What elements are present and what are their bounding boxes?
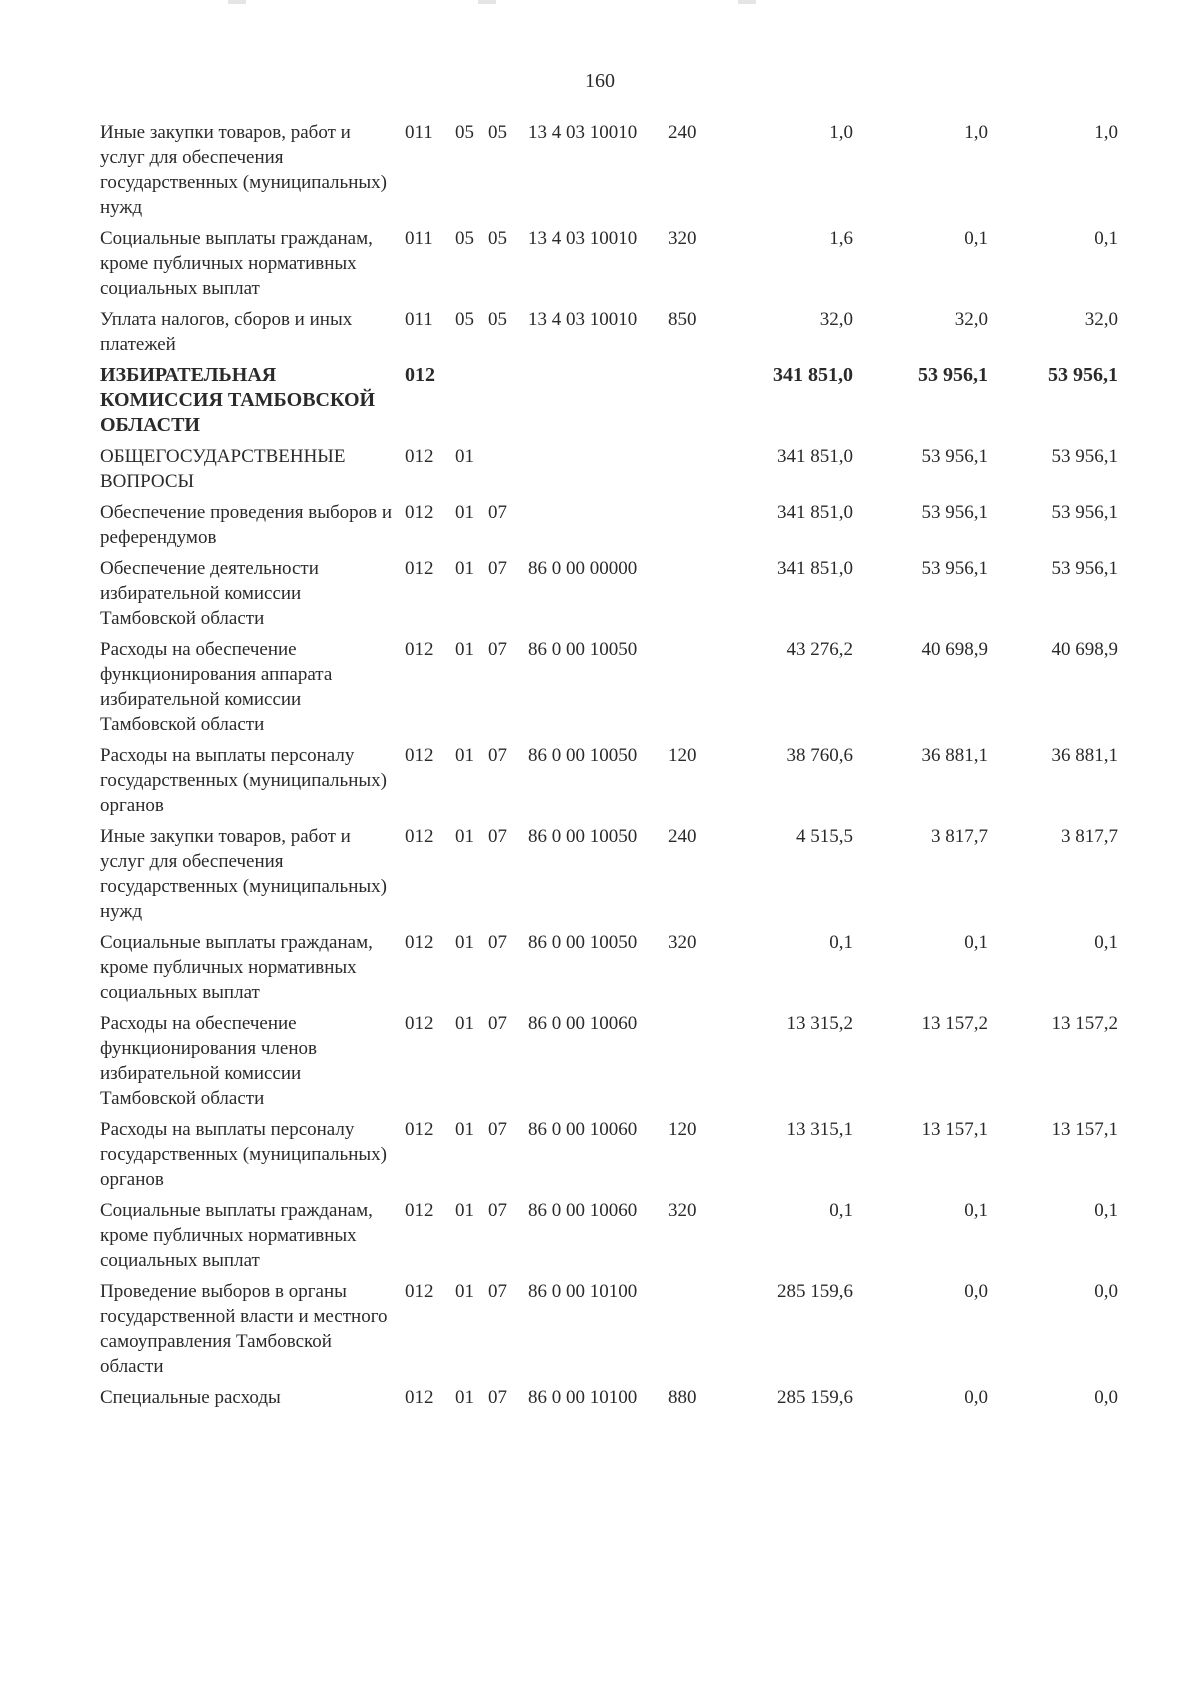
- scan-mark: [738, 0, 756, 4]
- amount-year-3: 32,0: [1084, 309, 1118, 330]
- row-name: Проведение выборов в органы государственной власти и местного самоуправления Тамбовской области: [100, 1281, 388, 1377]
- razdel-code: 05: [455, 228, 474, 249]
- table-row: [100, 120, 1180, 220]
- razdel-code: 01: [455, 639, 474, 660]
- row-name: Уплата налогов, сборов и иных платежей: [100, 309, 353, 355]
- amount-year-1: 341 851,0: [777, 446, 853, 467]
- razdel-code: 01: [455, 1387, 474, 1408]
- podrazdel-code: 07: [488, 1013, 507, 1034]
- amount-year-3: 13 157,2: [1051, 1013, 1118, 1034]
- target-article-code: 86 0 00 10050: [528, 745, 638, 766]
- vedomstvo-code: 011: [405, 228, 433, 249]
- amount-year-2: 53 956,1: [921, 558, 988, 579]
- row-name: Расходы на обеспечение функционирования аппарата избирательной комиссии Тамбовской области: [100, 639, 333, 735]
- amount-year-1: 285 159,6: [777, 1387, 853, 1408]
- amount-year-1: 32,0: [819, 309, 853, 330]
- amount-year-2: 40 698,9: [921, 639, 988, 660]
- target-article-code: 86 0 00 10060: [528, 1013, 638, 1034]
- table-row: [100, 556, 1180, 631]
- podrazdel-code: 07: [488, 502, 507, 523]
- amount-year-1: 13 315,1: [786, 1119, 853, 1140]
- amount-year-2: 53 956,1: [918, 364, 988, 386]
- target-article-code: 86 0 00 10060: [528, 1200, 638, 1221]
- vedomstvo-code: 012: [405, 932, 434, 953]
- expense-type-code: 850: [668, 309, 697, 330]
- amount-year-3: 1,0: [1094, 122, 1118, 143]
- podrazdel-code: 07: [488, 1119, 507, 1140]
- amount-year-2: 53 956,1: [921, 502, 988, 523]
- row-name: Обеспечение деятельности избирательной комиссии Тамбовской области: [100, 558, 319, 629]
- podrazdel-code: 05: [488, 309, 507, 330]
- target-article-code: 86 0 00 00000: [528, 558, 638, 579]
- vedomstvo-code: 012: [405, 1387, 434, 1408]
- amount-year-1: 341 851,0: [777, 502, 853, 523]
- podrazdel-code: 07: [488, 639, 507, 660]
- razdel-code: 01: [455, 558, 474, 579]
- podrazdel-code: 07: [488, 1281, 507, 1302]
- row-name: Социальные выплаты гражданам, кроме публичных нормативных социальных выплат: [100, 228, 373, 299]
- target-article-code: 13 4 03 10010: [528, 122, 638, 143]
- row-name: Социальные выплаты гражданам, кроме публичных нормативных социальных выплат: [100, 932, 373, 1003]
- table-row: [100, 444, 1180, 494]
- target-article-code: 13 4 03 10010: [528, 309, 638, 330]
- table-row: [100, 363, 1180, 438]
- table-row: [100, 1385, 1180, 1410]
- amount-year-2: 13 157,1: [921, 1119, 988, 1140]
- row-name: Иные закупки товаров, работ и услуг для обеспечения государственных (муниципальных) нужд: [100, 826, 387, 922]
- amount-year-3: 0,0: [1094, 1281, 1118, 1302]
- row-name: Обеспечение проведения выборов и референдумов: [100, 502, 393, 548]
- amount-year-1: 13 315,2: [786, 1013, 853, 1034]
- podrazdel-code: 07: [488, 932, 507, 953]
- amount-year-1: 341 851,0: [773, 364, 853, 386]
- podrazdel-code: 07: [488, 745, 507, 766]
- amount-year-2: 32,0: [954, 309, 988, 330]
- razdel-code: 05: [455, 309, 474, 330]
- razdel-code: 05: [455, 122, 474, 143]
- razdel-code: 01: [455, 745, 474, 766]
- expense-type-code: 120: [668, 1119, 697, 1140]
- table-row: [100, 1279, 1180, 1379]
- table-row: [100, 637, 1180, 737]
- row-name: ОБЩЕГОСУДАРСТВЕННЫЕ ВОПРОСЫ: [100, 446, 346, 492]
- table-row: [100, 1117, 1180, 1192]
- amount-year-2: 36 881,1: [921, 745, 988, 766]
- amount-year-3: 0,1: [1094, 228, 1118, 249]
- target-article-code: 86 0 00 10100: [528, 1281, 638, 1302]
- razdel-code: 01: [455, 446, 474, 467]
- row-name: Расходы на выплаты персоналу государственных (муниципальных) органов: [100, 1119, 387, 1190]
- razdel-code: 01: [455, 1200, 474, 1221]
- amount-year-1: 1,0: [829, 122, 853, 143]
- podrazdel-code: 07: [488, 1200, 507, 1221]
- podrazdel-code: 07: [488, 1387, 507, 1408]
- expense-type-code: 120: [668, 745, 697, 766]
- vedomstvo-code: 012: [405, 558, 434, 579]
- budget-table: [100, 120, 1180, 1416]
- table-row: [100, 824, 1180, 924]
- target-article-code: 86 0 00 10050: [528, 639, 638, 660]
- vedomstvo-code: 012: [405, 1200, 434, 1221]
- expense-type-code: 320: [668, 932, 697, 953]
- amount-year-3: 3 817,7: [1061, 826, 1118, 847]
- vedomstvo-code: 012: [405, 639, 434, 660]
- podrazdel-code: 07: [488, 826, 507, 847]
- amount-year-3: 0,1: [1094, 1200, 1118, 1221]
- amount-year-3: 0,0: [1094, 1387, 1118, 1408]
- razdel-code: 01: [455, 826, 474, 847]
- amount-year-2: 13 157,2: [921, 1013, 988, 1034]
- amount-year-2: 0,0: [964, 1281, 988, 1302]
- amount-year-2: 0,1: [964, 228, 988, 249]
- amount-year-2: 0,1: [964, 1200, 988, 1221]
- vedomstvo-code: 011: [405, 309, 433, 330]
- table-row: [100, 930, 1180, 1005]
- amount-year-3: 13 157,1: [1051, 1119, 1118, 1140]
- amount-year-2: 3 817,7: [931, 826, 988, 847]
- amount-year-3: 53 956,1: [1051, 558, 1118, 579]
- table-row: [100, 743, 1180, 818]
- podrazdel-code: 05: [488, 228, 507, 249]
- row-name: Расходы на выплаты персоналу государственных (муниципальных) органов: [100, 745, 387, 816]
- target-article-code: 13 4 03 10010: [528, 228, 638, 249]
- podrazdel-code: 07: [488, 558, 507, 579]
- razdel-code: 01: [455, 502, 474, 523]
- amount-year-1: 341 851,0: [777, 558, 853, 579]
- expense-type-code: 320: [668, 1200, 697, 1221]
- row-name: Социальные выплаты гражданам, кроме публичных нормативных социальных выплат: [100, 1200, 373, 1271]
- vedomstvo-code: 012: [405, 1281, 434, 1302]
- amount-year-2: 0,1: [964, 932, 988, 953]
- scan-mark: [478, 0, 496, 4]
- scan-mark: [228, 0, 246, 4]
- expense-type-code: 240: [668, 122, 697, 143]
- amount-year-1: 1,6: [829, 228, 853, 249]
- amount-year-1: 38 760,6: [786, 745, 853, 766]
- table-row: [100, 307, 1180, 357]
- amount-year-3: 53 956,1: [1051, 502, 1118, 523]
- target-article-code: 86 0 00 10050: [528, 826, 638, 847]
- amount-year-3: 36 881,1: [1051, 745, 1118, 766]
- amount-year-1: 0,1: [829, 932, 853, 953]
- table-row: [100, 500, 1180, 550]
- vedomstvo-code: 012: [405, 826, 434, 847]
- amount-year-1: 285 159,6: [777, 1281, 853, 1302]
- expense-type-code: 320: [668, 228, 697, 249]
- podrazdel-code: 05: [488, 122, 507, 143]
- razdel-code: 01: [455, 1013, 474, 1034]
- amount-year-3: 40 698,9: [1051, 639, 1118, 660]
- vedomstvo-code: 012: [405, 1119, 434, 1140]
- vedomstvo-code: 012: [405, 1013, 434, 1034]
- vedomstvo-code: 012: [405, 745, 434, 766]
- vedomstvo-code: 012: [405, 364, 435, 386]
- table-row: [100, 1011, 1180, 1111]
- row-name: Иные закупки товаров, работ и услуг для обеспечения государственных (муниципальных) нужд: [100, 122, 387, 218]
- amount-year-1: 43 276,2: [786, 639, 853, 660]
- page-number: 160: [585, 70, 615, 92]
- amount-year-3: 0,1: [1094, 932, 1118, 953]
- expense-type-code: 880: [668, 1387, 697, 1408]
- amount-year-3: 53 956,1: [1048, 364, 1118, 386]
- vedomstvo-code: 012: [405, 446, 434, 467]
- amount-year-2: 0,0: [964, 1387, 988, 1408]
- table-row: [100, 1198, 1180, 1273]
- row-name: Расходы на обеспечение функционирования членов избирательной комиссии Тамбовской области: [100, 1013, 317, 1109]
- razdel-code: 01: [455, 1119, 474, 1140]
- amount-year-1: 4 515,5: [796, 826, 853, 847]
- target-article-code: 86 0 00 10060: [528, 1119, 638, 1140]
- razdel-code: 01: [455, 932, 474, 953]
- amount-year-1: 0,1: [829, 1200, 853, 1221]
- amount-year-3: 53 956,1: [1051, 446, 1118, 467]
- expense-type-code: 240: [668, 826, 697, 847]
- amount-year-2: 53 956,1: [921, 446, 988, 467]
- amount-year-2: 1,0: [964, 122, 988, 143]
- razdel-code: 01: [455, 1281, 474, 1302]
- vedomstvo-code: 012: [405, 502, 434, 523]
- row-name: Специальные расходы: [100, 1387, 281, 1408]
- vedomstvo-code: 011: [405, 122, 433, 143]
- target-article-code: 86 0 00 10100: [528, 1387, 638, 1408]
- table-row: [100, 226, 1180, 301]
- row-name: ИЗБИРАТЕЛЬНАЯ КОМИССИЯ ТАМБОВСКОЙ ОБЛАСТИ: [100, 364, 376, 436]
- target-article-code: 86 0 00 10050: [528, 932, 638, 953]
